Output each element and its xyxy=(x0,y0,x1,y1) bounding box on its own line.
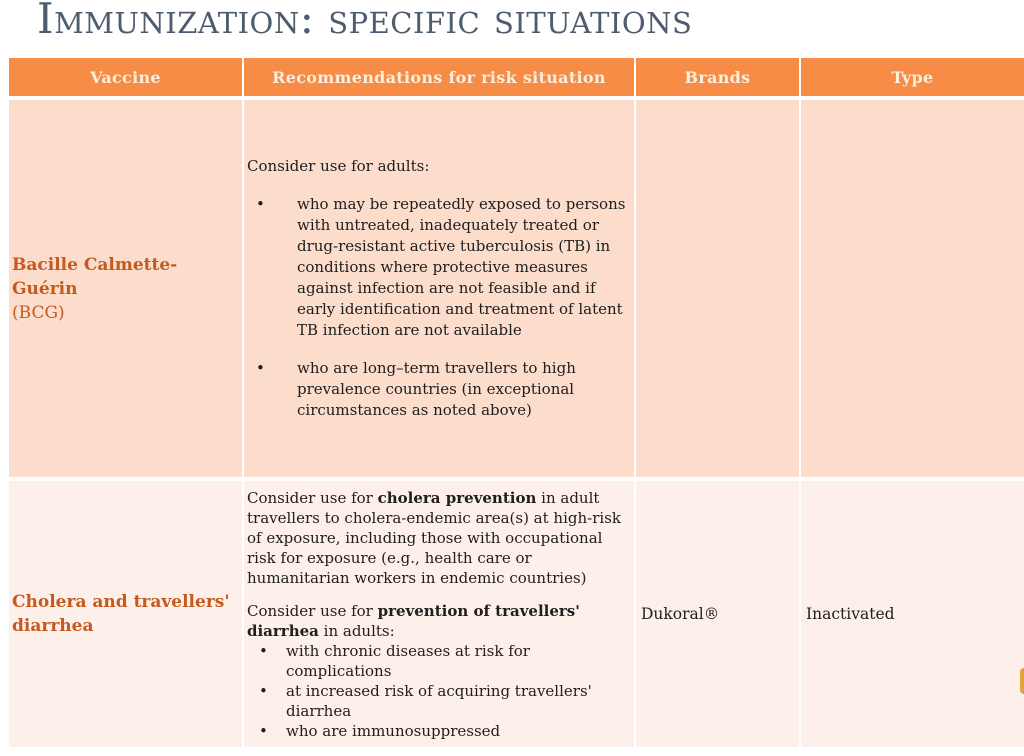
page-title: Immunization: specific situations xyxy=(37,0,693,43)
column-header-type: Type xyxy=(801,58,1024,96)
recommendation-paragraph-2: Consider use for prevention of travellers' diarrhea in adults: xyxy=(247,601,580,640)
bullet-item xyxy=(247,194,629,341)
immunization-table xyxy=(9,58,1024,747)
bullet-glyph: • xyxy=(259,641,268,660)
bullet-item xyxy=(247,641,629,681)
column-header-brands: Brands xyxy=(636,58,799,96)
brands-cell-bcg xyxy=(636,100,799,477)
column-header-recommendations: Recommendations for risk situation xyxy=(244,58,634,96)
vaccine-name: Cholera and travellers' diarrhea xyxy=(12,592,230,636)
vaccine-name: Bacille Calmette-Guérin xyxy=(12,254,178,299)
recommendation-bullet-list xyxy=(247,641,629,741)
bullet-text: who may be repeatedly exposed to persons with untreated, inadequately treated or drug-resistant active tuberculosis (TB) in conditions where protective measures against infection are not feasible and if early identification and treatment of latent TB infection are not available xyxy=(297,195,626,339)
bullet-glyph: • xyxy=(256,359,265,377)
vaccine-cell-bcg xyxy=(9,100,242,477)
recommendation-bullet-list xyxy=(247,194,629,421)
bullet-item xyxy=(247,358,629,421)
bullet-text: who are immunosuppressed xyxy=(286,721,501,740)
column-header-vaccine: Vaccine xyxy=(9,58,242,96)
recommendation-paragraph-1: Consider use for cholera prevention in adult travellers to cholera-endemic area(s) at high-risk of exposure, including those with occupational risk for exposure (e.g., health care or humanitarian workers in endemic countries) xyxy=(247,488,621,587)
bullet-glyph: • xyxy=(259,681,268,700)
bullet-item xyxy=(247,721,629,741)
edge-artifact xyxy=(1020,668,1024,694)
bullet-glyph: • xyxy=(256,195,265,213)
vaccine-cell-cholera xyxy=(9,481,242,747)
bullet-glyph: • xyxy=(259,721,268,740)
recommendations-cell-cholera xyxy=(244,481,634,747)
vaccine-abbreviation: (BCG) xyxy=(12,302,65,323)
recommendation-intro: Consider use for adults: xyxy=(247,157,430,175)
type-cell-cholera: Inactivated xyxy=(801,481,1024,747)
brands-cell-cholera: Dukoral® xyxy=(636,481,799,747)
bullet-text: who are long–term travellers to high prevalence countries (in exceptional circumstances as noted above) xyxy=(297,359,576,419)
bullet-text: at increased risk of acquiring travellers' diarrhea xyxy=(286,681,592,720)
bullet-item xyxy=(247,681,629,721)
recommendations-cell-bcg xyxy=(244,100,634,477)
bullet-text: with chronic diseases at risk for complications xyxy=(286,641,530,680)
type-cell-bcg xyxy=(801,100,1024,477)
